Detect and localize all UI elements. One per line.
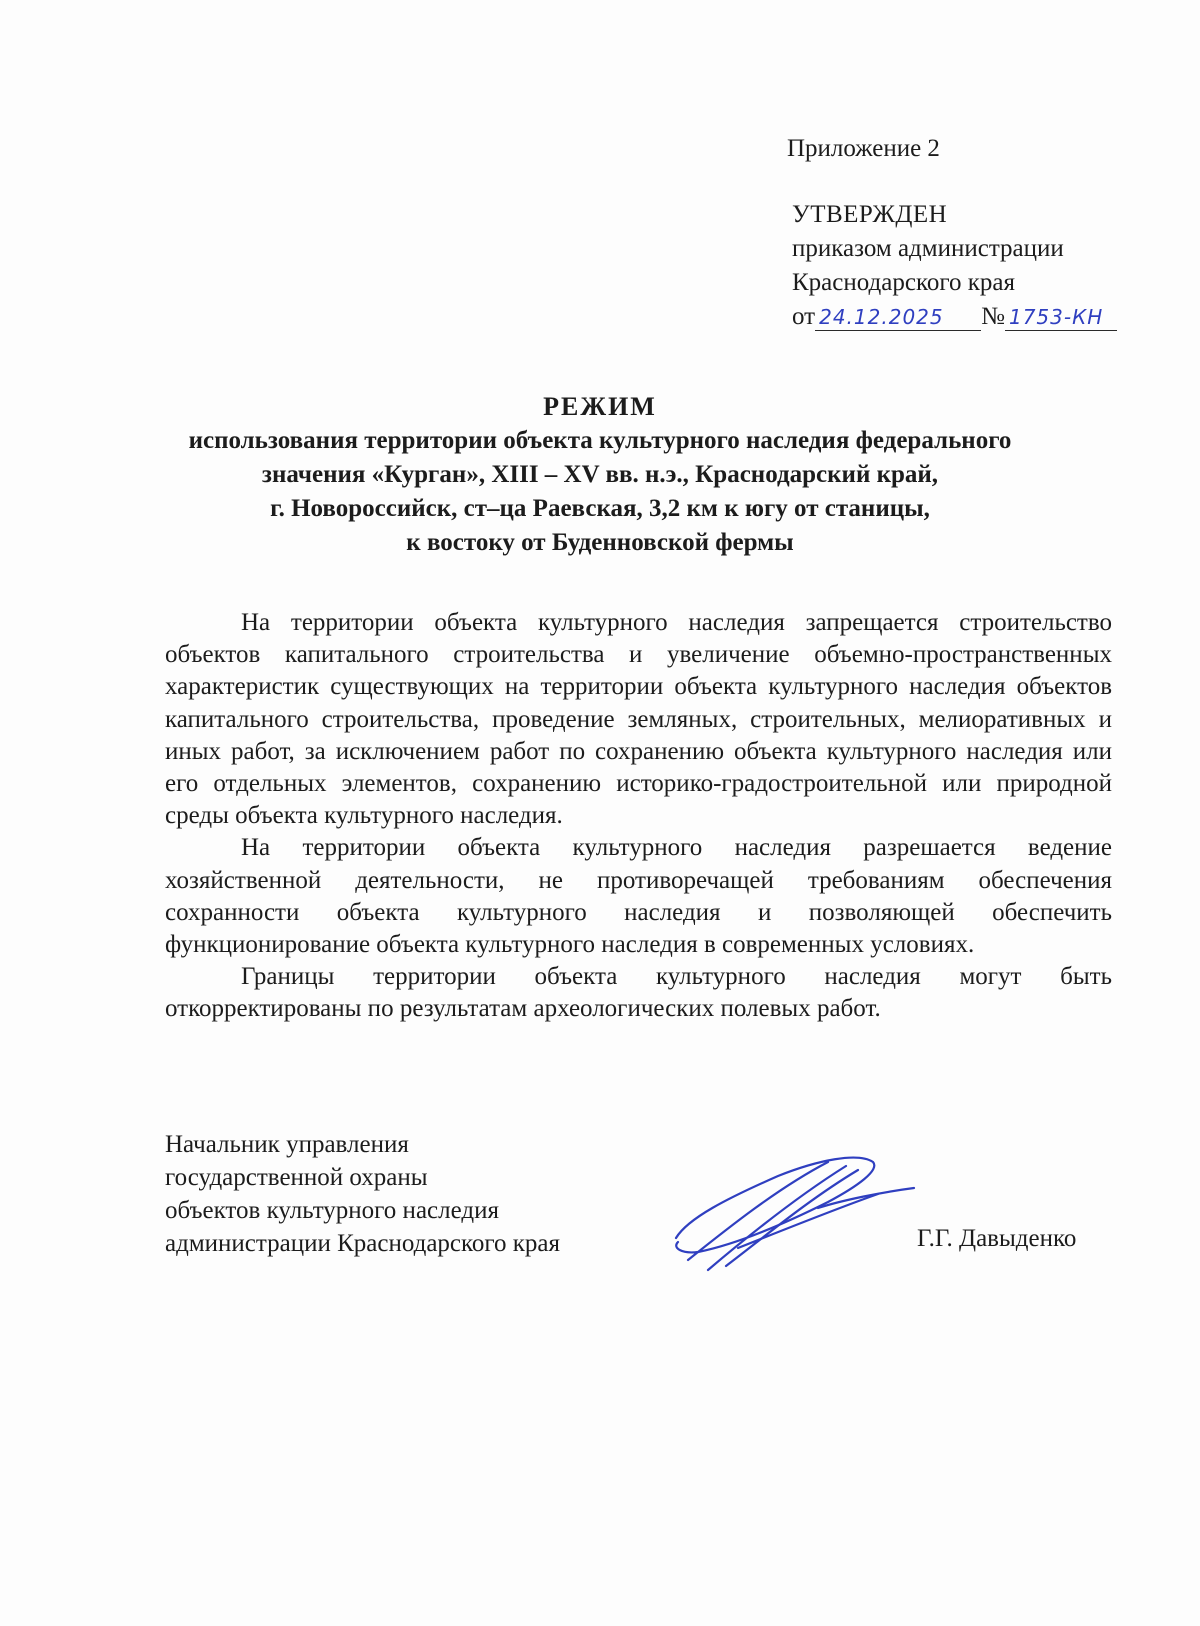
title-line-1: использования территории объекта культурного наследия федерального — [188, 427, 1012, 454]
position-line-2: государственной охраны — [165, 1164, 428, 1191]
document-body — [165, 607, 1112, 1026]
number-prefix: № — [981, 303, 1005, 330]
handwritten-date: 24.12.2025 — [815, 304, 981, 331]
document-title — [150, 390, 1050, 560]
body-paragraph-3: Границы территории объекта культурного наследия могут быть откорректированы по результатам археологических полевых работ. — [165, 963, 1112, 1023]
title-line-3: г. Новороссийск, ст–ца Раевская, 3,2 км к югу от станицы, — [270, 495, 930, 522]
signer-name: Г.Г. Давыденко — [917, 1225, 1077, 1252]
position-line-4: администрации Краснодарского края — [165, 1230, 561, 1257]
date-prefix: от — [792, 303, 816, 330]
signer-position — [165, 1128, 560, 1260]
title-line-4: к востоку от Буденновской фермы — [406, 529, 794, 556]
appendix-label: Приложение 2 — [787, 135, 940, 162]
order-line-2: Краснодарского края — [792, 269, 1015, 296]
body-paragraph-1: На территории объекта культурного наследия запрещается строительство объектов капитального строительства и увеличение объемно-пространственных характеристик существующих на территории объекта культурного наследия объектов капитального строительства, проведение земляных, строительных, мелиоративных и иных работ, за исключением работ по сохранению объекта культурного наследия или его отдельных элементов, сохранению историко-градостроительной или природной среды объекта культурного наследия. — [165, 609, 1112, 830]
position-line-3: объектов культурного наследия — [165, 1197, 499, 1224]
title-main: РЕЖИМ — [543, 392, 657, 421]
order-line-1: приказом администрации — [792, 235, 1064, 262]
approved-label: УТВЕРЖДЕН — [792, 201, 948, 228]
body-paragraph-2: На территории объекта культурного наследия разрешается ведение хозяйственной деятельности, не противоречащей требованиям обеспечения сохранности объекта культурного наследия и позволяющей обеспечить функционирование объекта культурного наследия в современных условиях. — [165, 834, 1112, 959]
title-line-2: значения «Курган», XIII – XV вв. н.э., Краснодарский край, — [261, 461, 939, 488]
position-line-1: Начальник управления — [165, 1131, 409, 1158]
handwritten-number: 1753-КН — [1005, 304, 1117, 331]
order-date-number-line — [792, 300, 1117, 334]
approval-block — [792, 198, 1117, 334]
handwritten-signature — [668, 1148, 918, 1278]
